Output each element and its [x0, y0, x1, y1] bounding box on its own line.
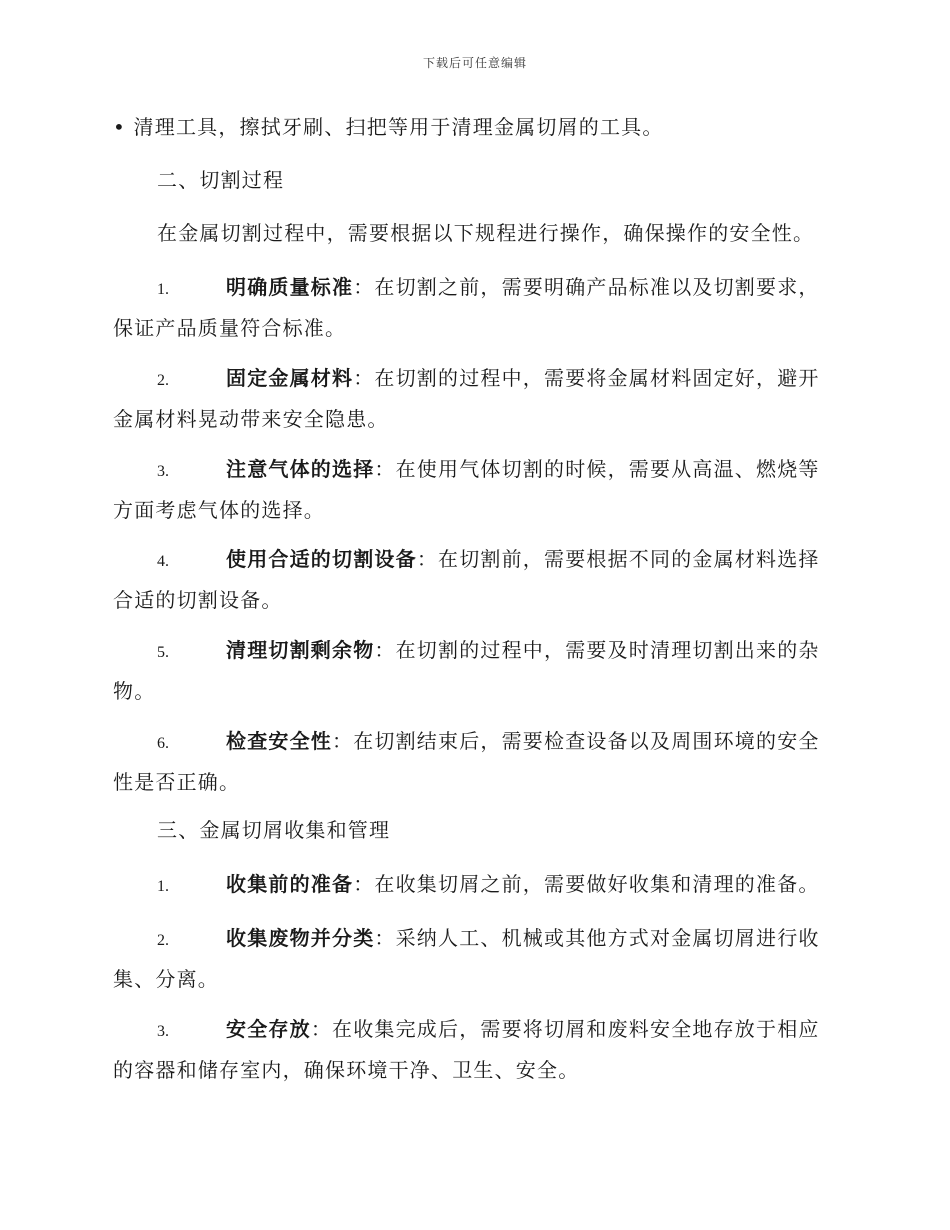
bullet-paragraph: • 清理工具，擦拭牙刷、扫把等用于清理金属切屑的工具。: [113, 115, 664, 139]
item-text: ：采纳人工、机械或其他方式对金属切屑进行收集、分离。: [113, 926, 820, 991]
item-term: 收集前的准备: [226, 872, 354, 896]
list-item: [113, 919, 838, 998]
item-text: ：在切割前，需要根据不同的金属材料选择合适的切割设备。: [113, 547, 820, 612]
item-term: 固定金属材料: [226, 366, 354, 390]
section-heading-cutting: 二、切割过程: [157, 168, 285, 192]
list-item: [113, 1010, 838, 1089]
item-number: 3.: [157, 463, 169, 480]
list-item: [113, 865, 838, 906]
item-term: 注意气体的选择: [226, 457, 375, 481]
item-text: ：在使用气体切割的时候，需要从高温、燃烧等方面考虑气体的选择。: [113, 457, 820, 522]
item-number: 2.: [157, 932, 169, 949]
item-number: 1.: [157, 281, 169, 298]
list-item: [113, 631, 838, 710]
item-text: ：在切割之前，需要明确产品标准以及切割要求，保证产品质量符合标准。: [113, 275, 820, 340]
item-number: 4.: [157, 553, 169, 570]
list-item: [113, 359, 838, 438]
list-item: [113, 540, 838, 619]
list-item: [113, 722, 838, 801]
item-term: 明确质量标准: [226, 275, 354, 299]
item-number: 2.: [157, 372, 169, 389]
item-number: 5.: [157, 644, 169, 661]
item-number: 3.: [157, 1023, 169, 1040]
header-note: 下载后可任意编辑: [422, 56, 527, 70]
section-intro: 在金属切割过程中，需要根据以下规程进行操作，确保操作的安全性。: [157, 221, 815, 245]
item-term: 安全存放: [226, 1017, 311, 1041]
list-item: [113, 268, 838, 347]
item-text: ：在收集完成后，需要将切屑和废料安全地存放于相应的容器和储存室内，确保环境干净、卫生、安全。: [113, 1017, 820, 1082]
item-number: 6.: [157, 735, 169, 752]
item-text: ：在收集切屑之前，需要做好收集和清理的准备。: [353, 872, 820, 896]
list-item: [113, 450, 838, 529]
section-heading-chip-collection: 三、金属切屑收集和管理: [157, 818, 391, 842]
item-number: 1.: [157, 878, 169, 895]
item-term: 收集废物并分类: [226, 926, 375, 950]
item-text: ：在切割的过程中，需要及时清理切割出来的杂物。: [113, 638, 820, 703]
item-text: ：在切割的过程中，需要将金属材料固定好，避开金属材料晃动带来安全隐患。: [113, 366, 820, 431]
item-term: 使用合适的切割设备: [226, 547, 417, 571]
item-term: 清理切割剩余物: [226, 638, 375, 662]
item-text: ：在切割结束后，需要检查设备以及周围环境的安全性是否正确。: [113, 729, 820, 794]
item-term: 检查安全性: [226, 729, 332, 753]
